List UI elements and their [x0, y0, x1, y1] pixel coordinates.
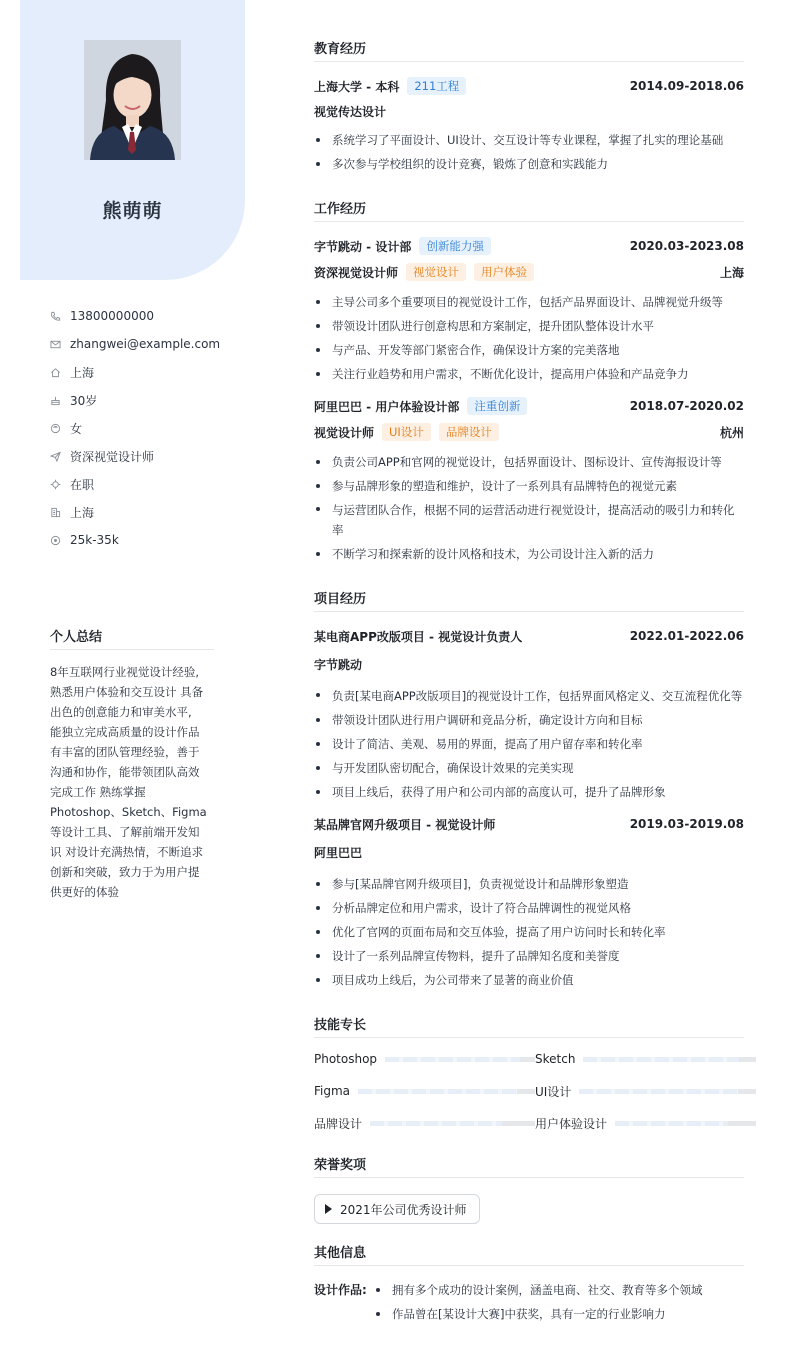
job-header: [314, 234, 744, 258]
info-gender-text: 女: [70, 421, 83, 436]
info-gender: [50, 414, 240, 442]
other-label: 设计作品:: [314, 1283, 367, 1297]
projects-title: 项目经历: [314, 588, 744, 612]
summary-line: 完成工作 熟练掌握: [50, 785, 146, 799]
education-bullets: [314, 128, 744, 176]
list-item: 不断学习和探索新的设计风格和技术，为公司设计注入新的活力: [314, 542, 744, 566]
info-salary-text: 25k-35k: [70, 533, 119, 547]
summary-line: 能独立完成高质量的设计作品: [50, 725, 200, 739]
project-name: 某电商APP改版项目 - 视觉设计负责人: [314, 629, 523, 644]
avatar: [84, 40, 181, 160]
summary-line: 熟悉用户体验和交互设计 具备: [50, 685, 204, 699]
job-company: 字节跳动 - 设计部: [314, 239, 412, 254]
other-bullets: [374, 1278, 703, 1326]
list-item: 参与品牌形象的塑造和维护，设计了一系列具有品牌特色的视觉元素: [314, 474, 744, 498]
other-title: 其他信息: [314, 1242, 744, 1266]
skill-level-bar: [370, 1121, 535, 1126]
skill-name: 品牌设计: [314, 1116, 363, 1131]
other-info: [314, 1278, 744, 1326]
project-bullets: [314, 684, 744, 804]
list-item: 与产品、开发等部门紧密合作，确保设计方案的完美落地: [314, 338, 744, 362]
summary-line: 识 对设计充满热情，不断追求: [50, 845, 204, 859]
cake-icon: [50, 395, 61, 406]
send-icon: [50, 451, 61, 462]
summary-line: 等设计工具、了解前端开发知: [50, 825, 200, 839]
job-role-row: [314, 258, 744, 286]
contact-info-list: [50, 302, 240, 554]
award-item[interactable]: [314, 1194, 480, 1224]
skill-item: [535, 1114, 756, 1132]
skill-level-bar: [583, 1057, 756, 1062]
project-header: [314, 812, 744, 836]
summary-text: [50, 662, 214, 902]
skill-name: Sketch: [535, 1052, 576, 1066]
list-item: 拥有多个成功的设计案例，涵盖电商、社交、教育等多个领域: [374, 1278, 703, 1302]
list-item: 与运营团队合作，根据不同的运营活动进行视觉设计，提高活动的吸引力和转化率: [314, 498, 744, 542]
summary-line: 8年互联网行业视觉设计经验,: [50, 665, 199, 679]
job-role-tag: 视觉设计: [406, 263, 466, 281]
job-bullets: [314, 290, 744, 386]
list-item: 带领设计团队进行用户调研和竞品分析，确定设计方向和目标: [314, 708, 744, 732]
skill-level-fill: [385, 1057, 520, 1062]
award-label: 2021年公司优秀设计师: [340, 1202, 467, 1217]
info-status-text: 在职: [70, 477, 95, 492]
status-icon: [50, 479, 61, 490]
info-email: [50, 330, 240, 358]
education-major: 视觉传达设计: [314, 104, 387, 119]
education-date: 2014.09-2018.06: [629, 79, 744, 93]
phone-icon: [50, 311, 61, 322]
skill-level-bar: [358, 1089, 535, 1094]
skill-item: [535, 1050, 756, 1068]
info-city-text: 上海: [70, 505, 95, 520]
list-item: 与开发团队密切配合，确保设计效果的完美实现: [314, 756, 744, 780]
mail-icon: [50, 339, 61, 350]
job-role-row: [314, 418, 744, 446]
skill-name: UI设计: [535, 1084, 572, 1099]
job-city: 杭州: [719, 425, 744, 440]
project-header: [314, 624, 744, 648]
summary-line: Photoshop、Sketch、Figma: [50, 805, 207, 819]
list-item: 项目成功上线后，为公司带来了显著的商业价值: [314, 968, 744, 992]
skill-name: Figma: [314, 1084, 351, 1098]
summary-line: 创新和突破，致力于为用户提: [50, 865, 200, 879]
education-school: 上海大学 - 本科: [314, 79, 400, 94]
salary-icon: [50, 535, 61, 546]
skill-name: Photoshop: [314, 1052, 378, 1066]
list-item: 带领设计团队进行创意构思和方案制定，提升团队整体设计水平: [314, 314, 744, 338]
job-role: 资深视觉设计师: [314, 265, 399, 280]
info-email-text: zhangwei@example.com: [70, 337, 221, 351]
list-item: 作品曾在[某设计大赛]中获奖，具有一定的行业影响力: [374, 1302, 703, 1326]
work-title: 工作经历: [314, 198, 744, 222]
summary-line: 沟通和协作，能带领团队高效: [50, 765, 200, 779]
play-icon: [325, 1204, 332, 1214]
job-bullets: [314, 450, 744, 566]
skills-title: 技能专长: [314, 1014, 744, 1038]
job-tag: 注重创新: [467, 397, 527, 415]
job-city: 上海: [719, 265, 744, 280]
project-bullets: [314, 872, 744, 992]
info-position-text: 资深视觉设计师: [70, 449, 155, 464]
skill-name: 用户体验设计: [535, 1116, 608, 1131]
summary-line: 供更好的体验: [50, 885, 119, 899]
skill-item: [314, 1082, 535, 1100]
awards-title: 荣誉奖项: [314, 1154, 744, 1178]
avatar-photo: [84, 40, 181, 160]
education-tag: 211工程: [407, 77, 466, 95]
info-phone-text: 13800000000: [70, 309, 154, 323]
info-phone: [50, 302, 240, 330]
skill-level-fill: [370, 1121, 502, 1126]
skill-level-bar: [579, 1089, 756, 1094]
education-title: 教育经历: [314, 38, 744, 62]
skill-level-fill: [615, 1121, 728, 1126]
skill-level-fill: [579, 1089, 738, 1094]
job-header: [314, 394, 744, 418]
skill-item: [314, 1114, 535, 1132]
job-date: 2020.03-2023.08: [629, 239, 744, 253]
info-position: [50, 442, 240, 470]
list-item: 参与[某品牌官网升级项目]，负责视觉设计和品牌形象塑造: [314, 872, 744, 896]
list-item: 系统学习了平面设计、UI设计、交互设计等专业课程，掌握了扎实的理论基础: [314, 128, 744, 152]
info-home-text: 上海: [70, 365, 95, 380]
list-item: 主导公司多个重要项目的视觉设计工作，包括产品界面设计、品牌视觉升级等: [314, 290, 744, 314]
gender-icon: [50, 423, 61, 434]
skill-level-bar: [615, 1121, 756, 1126]
building-icon: [50, 507, 61, 518]
project-date: 2022.01-2022.06: [629, 629, 744, 643]
info-age: [50, 386, 240, 414]
info-age-text: 30岁: [70, 393, 98, 408]
project-name: 某品牌官网升级项目 - 视觉设计师: [314, 817, 496, 832]
project-org: 字节跳动: [314, 657, 363, 672]
info-city: [50, 498, 240, 526]
job-tag: 创新能力强: [419, 237, 491, 255]
list-item: 关注行业趋势和用户需求，不断优化设计，提高用户体验和产品竞争力: [314, 362, 744, 386]
list-item: 负责公司APP和官网的视觉设计，包括界面设计、图标设计、宣传海报设计等: [314, 450, 744, 474]
job-role-tag: UI设计: [382, 423, 431, 441]
job-date: 2018.07-2020.02: [629, 399, 744, 413]
info-status: [50, 470, 240, 498]
skill-level-fill: [358, 1089, 517, 1094]
job-role-tag: 品牌设计: [439, 423, 499, 441]
main-column: [314, 38, 744, 1326]
job-role-tag: 用户体验: [474, 263, 534, 281]
summary-title: 个人总结: [50, 626, 214, 650]
home-icon: [50, 367, 61, 378]
list-item: 设计了一系列品牌宣传物料，提升了品牌知名度和美誉度: [314, 944, 744, 968]
info-salary: [50, 526, 240, 554]
job-role: 视觉设计师: [314, 425, 375, 440]
list-item: 分析品牌定位和用户需求，设计了符合品牌调性的视觉风格: [314, 896, 744, 920]
project-date: 2019.03-2019.08: [629, 817, 744, 831]
summary-line: 出色的创意能力和审美水平,: [50, 705, 192, 719]
skills-grid: [314, 1050, 744, 1132]
skill-level-bar: [385, 1057, 535, 1062]
profile-name: 熊萌萌: [102, 200, 163, 222]
list-item: 负责[某电商APP改版项目]的视觉设计工作，包括界面风格定义、交互流程优化等: [314, 684, 744, 708]
info-home: [50, 358, 240, 386]
skill-item: [535, 1082, 756, 1100]
skill-item: [314, 1050, 535, 1068]
list-item: 项目上线后，获得了用户和公司内部的高度认可，提升了品牌形象: [314, 780, 744, 804]
list-item: 设计了简洁、美观、易用的界面，提高了用户留存率和转化率: [314, 732, 744, 756]
job-company: 阿里巴巴 - 用户体验设计部: [314, 399, 460, 414]
project-org: 阿里巴巴: [314, 845, 363, 860]
list-item: 优化了官网的页面布局和交互体验，提高了用户访问时长和转化率: [314, 920, 744, 944]
skill-level-fill: [583, 1057, 738, 1062]
list-item: 多次参与学校组织的设计竞赛，锻炼了创意和实践能力: [314, 152, 744, 176]
education-header: [314, 74, 744, 98]
summary-line: 有丰富的团队管理经验，善于: [50, 745, 200, 759]
